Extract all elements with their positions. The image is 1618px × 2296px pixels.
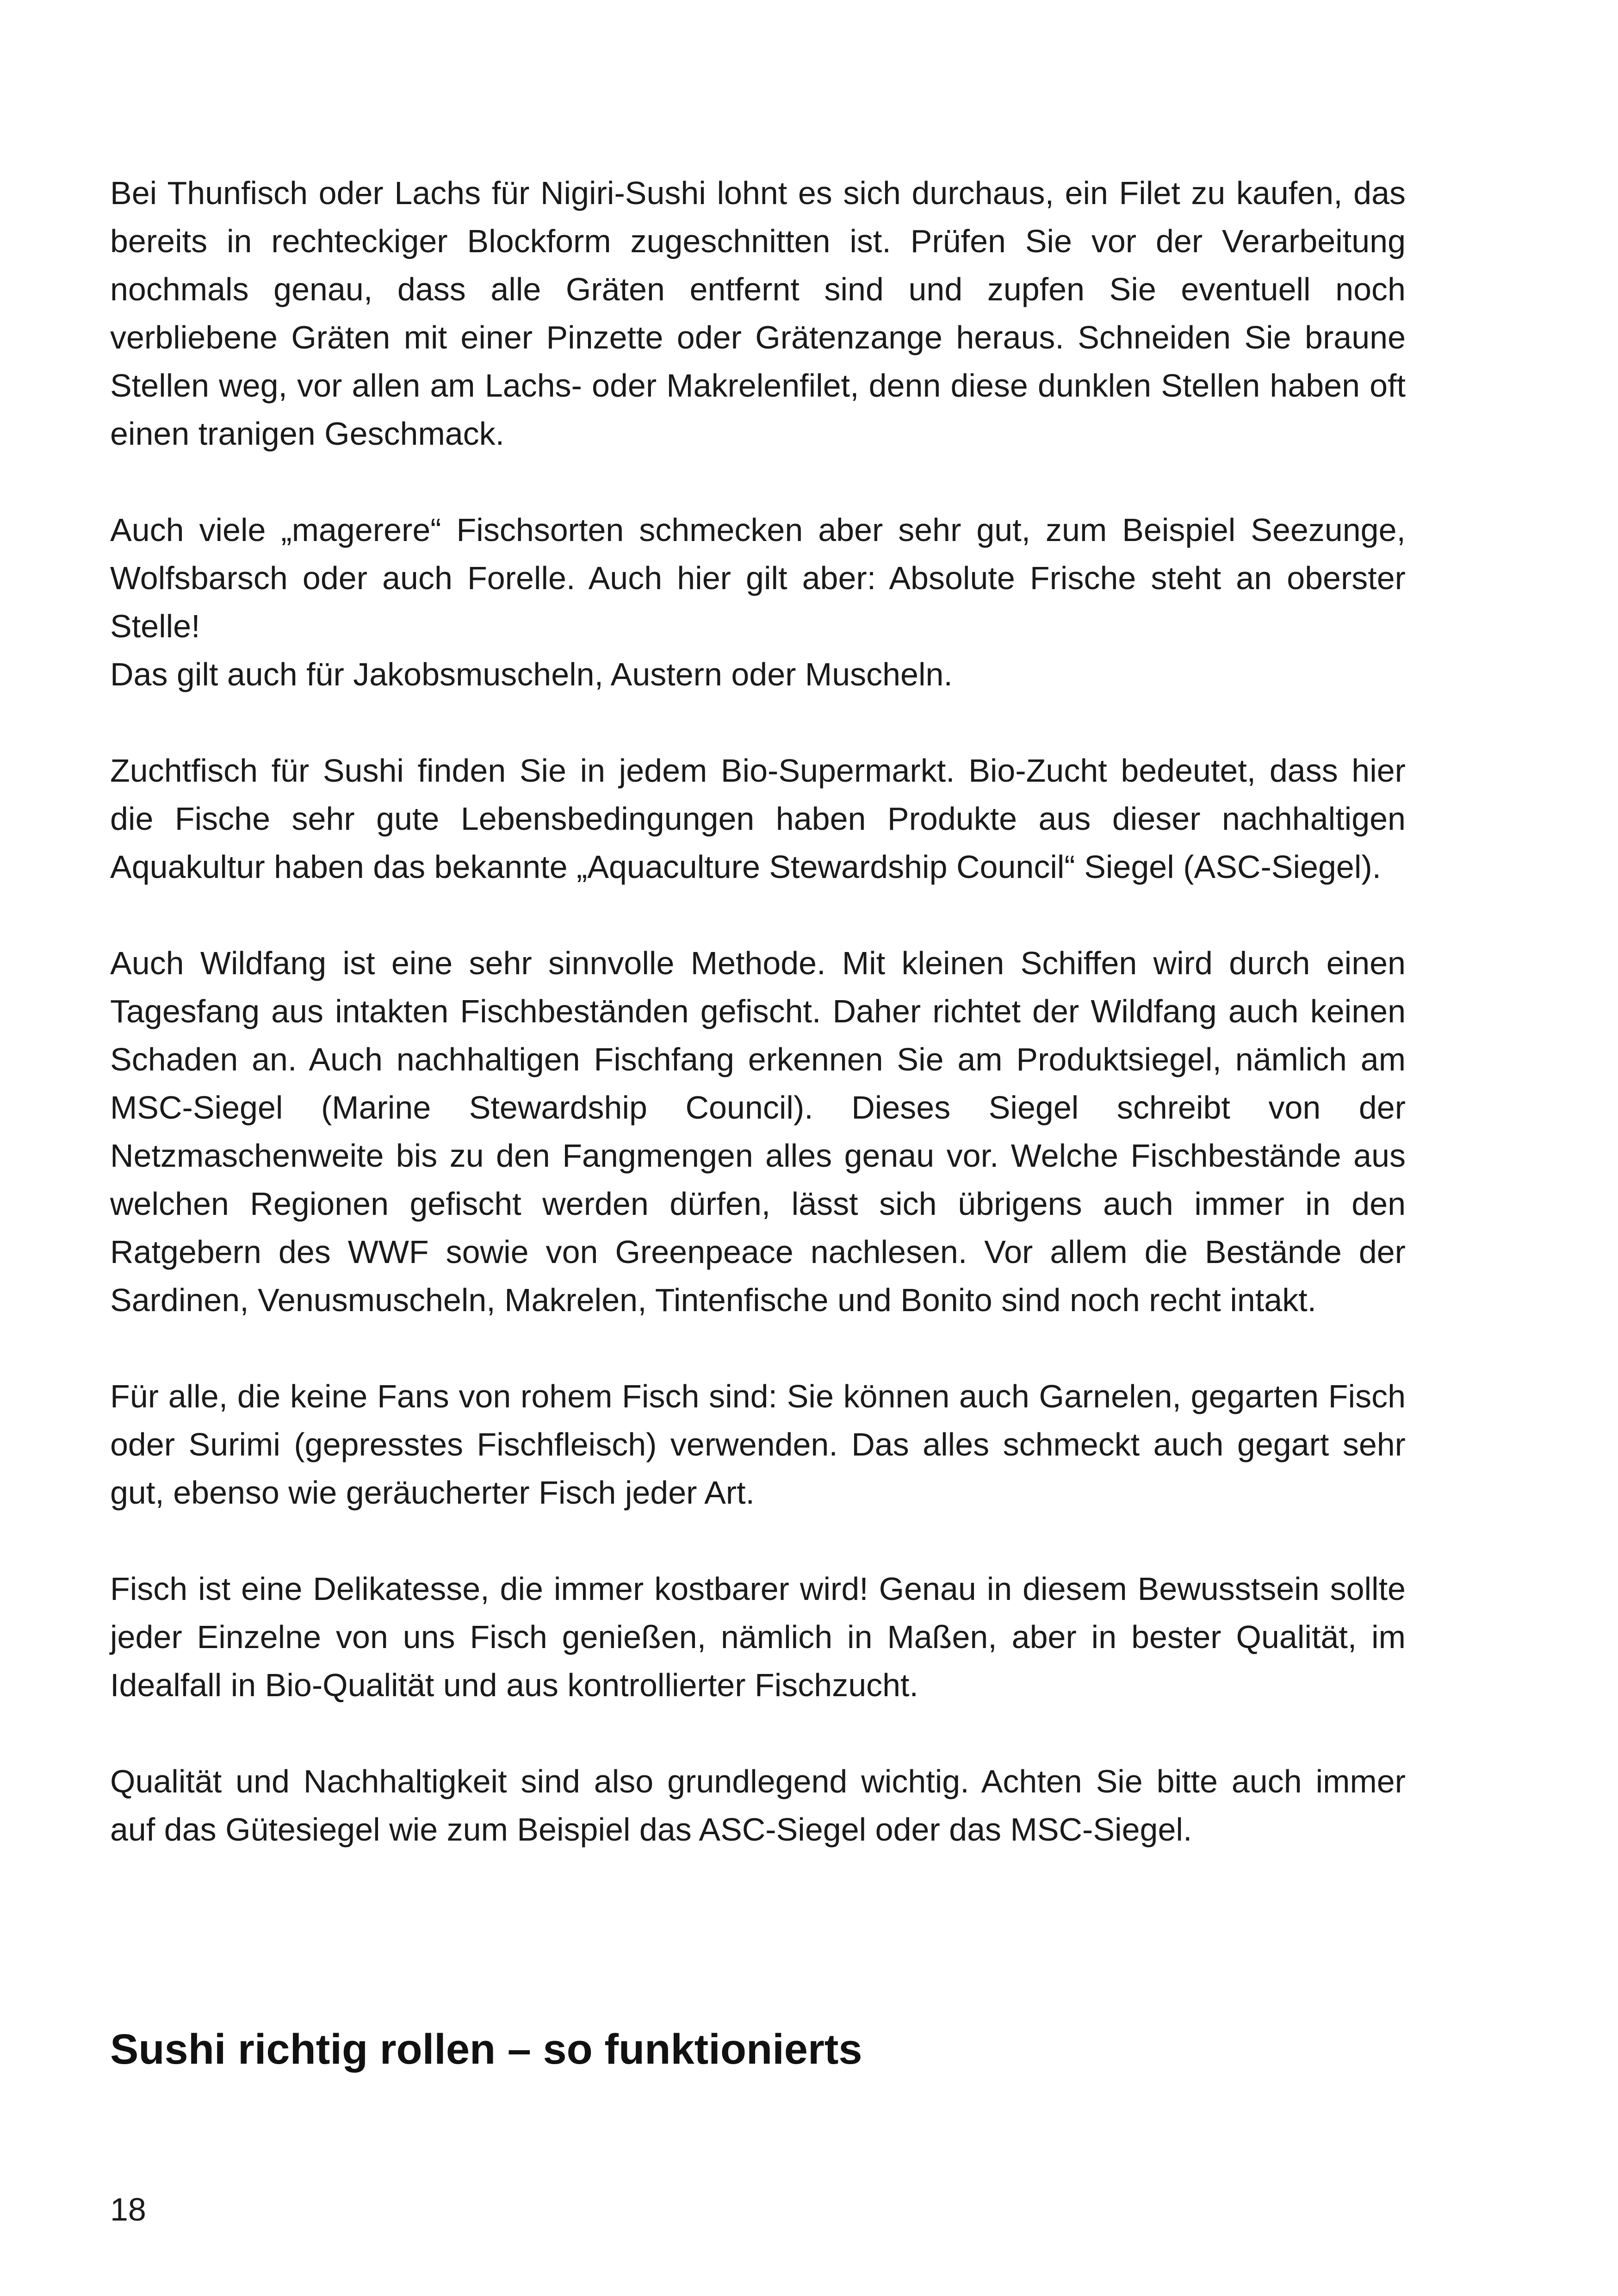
body-text: [110, 169, 1406, 1854]
paragraph-fish-preparation: Bei Thunfisch oder Lachs für Nigiri-Sushi lohnt es sich durchaus, ein Filet zu kaufen, das bereits in rechteckiger Blockform zugeschnitten ist. Prüfen Sie vor der Verarbeitung nochmals genau, dass alle Gräten entfernt sind und zupfen Sie eventuell noch verbliebene Gräten mit einer Pinzette oder Grätenzange heraus. Schneiden Sie braune Stellen weg, vor allen am Lachs- oder Makrelenfilet, denn diese dunklen Stellen haben oft einen tranigen Geschmack.: [110, 175, 1406, 452]
paragraph-wild-catch: Auch Wildfang ist eine sehr sinnvolle Methode. Mit kleinen Schiffen wird durch einen Tagesfang aus intakten Fischbeständen gefischt. Daher richtet der Wildfang auch keinen Schaden an. Auch nachhaltigen Fischfang erkennen Sie am Produktsiegel, nämlich am MSC-Siegel (Marine Stewardship Council). Dieses Siegel schreibt von der Netzmaschenweite bis zu den Fangmengen alles genau vor. Welche Fischbestände aus welchen Regionen gefischt werden dürfen, lässt sich übrigens auch immer in den Ratgebern des WWF sowie von Greenpeace nachlesen. Vor allem die Bestände der Sardinen, Venusmuscheln, Makrelen, Tintenfische und Bonito sind noch recht intakt.: [110, 945, 1406, 1318]
paragraph-lean-fish: Auch viele „magerere“ Fischsorten schmecken aber sehr gut, zum Beispiel Seezunge, Wolfsbarsch oder auch Forelle. Auch hier gilt aber: Absolute Frische steht an oberster Stelle!: [110, 512, 1406, 644]
paragraph-quality-seals: Qualität und Nachhaltigkeit sind also grundlegend wichtig. Achten Sie bitte auch immer auf das Gütesiegel wie zum Beispiel das ASC-Siegel oder das MSC-Siegel.: [110, 1763, 1406, 1848]
page-number: 18: [110, 2191, 146, 2228]
paragraph-delicacy: Fisch ist eine Delikatesse, die immer kostbarer wird! Genau in diesem Bewusstsein sollte jeder Einzelne von uns Fisch genießen, nämlich in Maßen, aber in bester Qualität, im Idealfall in Bio-Qualität und aus kontrollierter Fischzucht.: [110, 1571, 1406, 1703]
paragraph-cooked-alternatives: Für alle, die keine Fans von rohem Fisch sind: Sie können auch Garnelen, gegarten Fisch oder Surimi (gepresstes Fischfleisch) verwenden. Das alles schmeckt auch gegart sehr gut, ebenso wie geräucherter Fisch jeder Art.: [110, 1378, 1406, 1511]
paragraph-farmed-fish: Zuchtfisch für Sushi finden Sie in jedem Bio-Supermarkt. Bio-Zucht bedeutet, dass hier die Fische sehr gute Lebensbedingungen haben Produkte aus dieser nachhaltigen Aquakultur haben das bekannte „Aquaculture Stewardship Council“ Siegel (ASC-Siegel).: [110, 753, 1406, 885]
paragraph-shellfish: Das gilt auch für Jakobsmuscheln, Austern oder Muscheln.: [110, 656, 953, 692]
section-heading: Sushi richtig rollen – so funktionierts: [110, 2026, 862, 2073]
